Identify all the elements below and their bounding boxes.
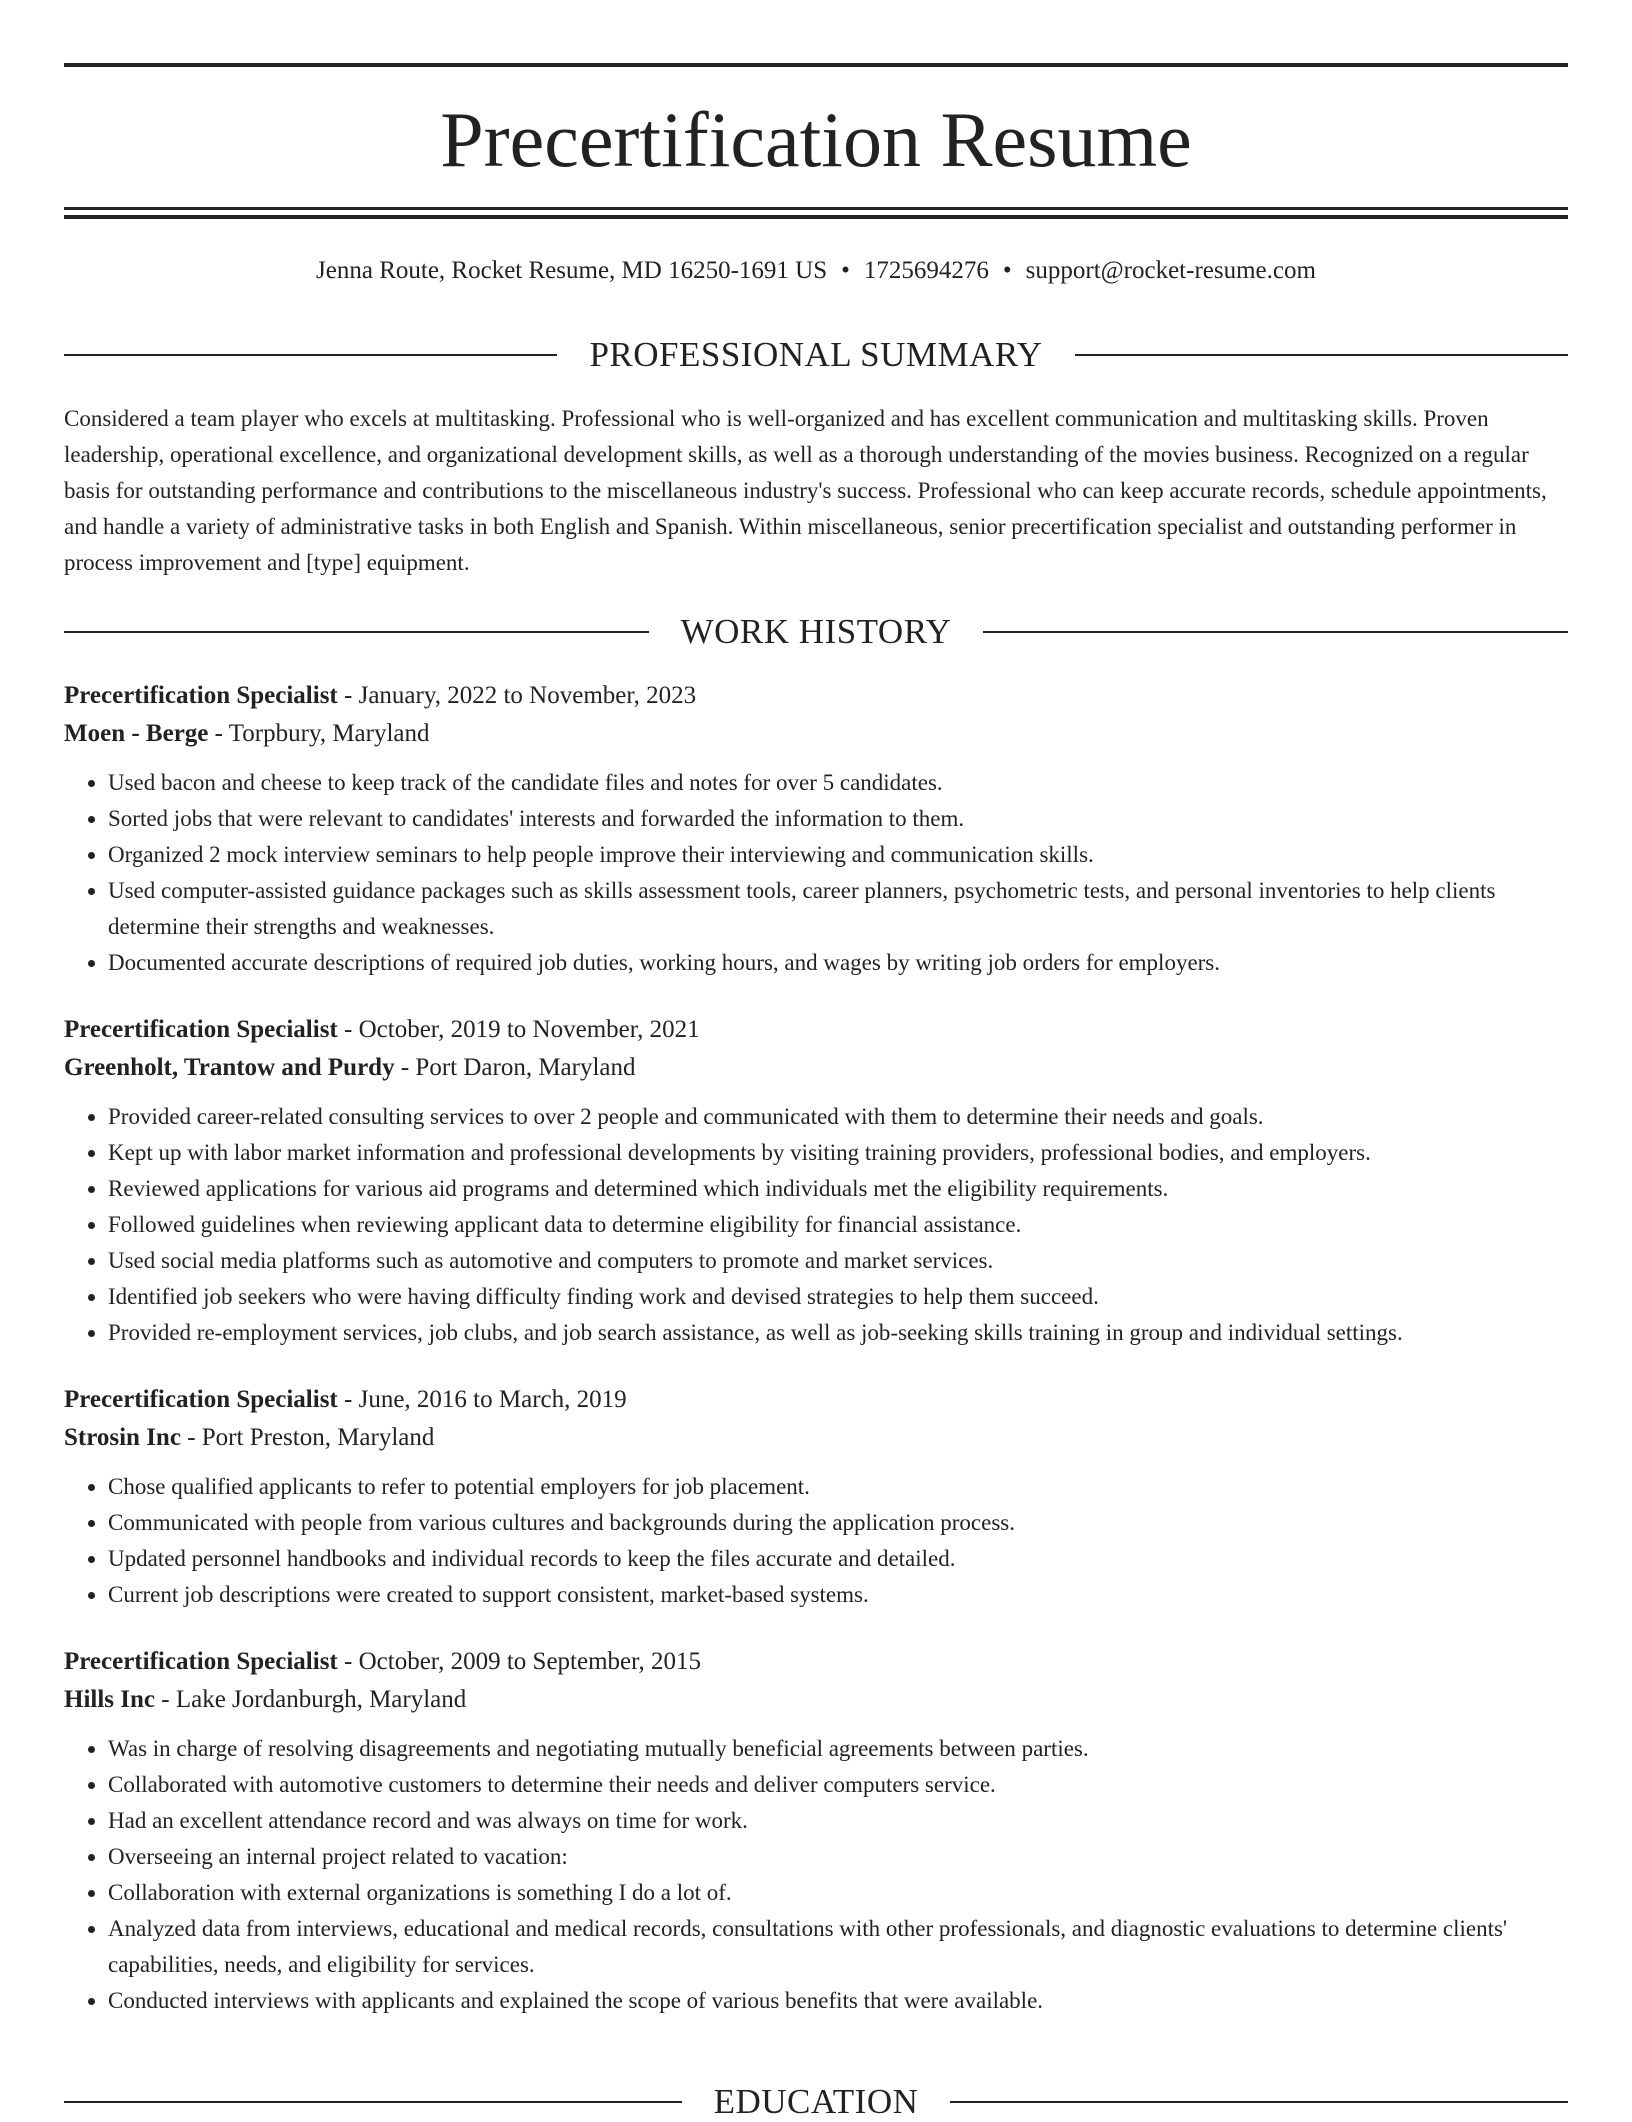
- summary-paragraph: Considered a team player who excels at multitasking. Professional who is well-organized and has excellent communication and multitasking skills. Proven leadership, operational excellence, and organizational development skills, as well as a thorough understanding of the movies business. Recognized on a regular basis for outstanding performance and contributions to the miscellaneous industry's success. Professional who can keep accurate records, schedule appointments, and handle a variety of administrative tasks in both English and Spanish. Within miscellaneous, senior precertification specialist and outstanding performer in process improvement and [type] equipment.: [64, 406, 1547, 575]
- section-header-summary: [64, 335, 1568, 375]
- job-entry: [64, 1381, 1568, 1613]
- job-company: Moen - Berge: [64, 720, 209, 747]
- divider-line: [1075, 354, 1568, 356]
- list-item: • Used bacon and cheese to keep track of the candidate files and notes for over 5 candidates.: [108, 765, 1568, 801]
- job-company: Strosin Inc: [64, 1424, 181, 1451]
- title-rule-lower: [64, 215, 1568, 219]
- divider-line: [64, 631, 649, 633]
- section-header-education: [64, 2082, 1568, 2122]
- list-item: • Analyzed data from interviews, educational and medical records, consultations with other professionals, and diagnostic evaluations to determine clients' capabilities, needs, and eligibility for services.: [108, 1911, 1568, 1983]
- divider-line: [983, 631, 1568, 633]
- section-header-work: [64, 612, 1568, 652]
- job-company: Greenholt, Trantow and Purdy: [64, 1054, 395, 1081]
- job-entry: [64, 677, 1568, 981]
- contact-separator: •: [1002, 257, 1012, 284]
- job-dates: October, 2019 to November, 2021: [358, 1016, 700, 1043]
- work-history-list: [64, 677, 1568, 2049]
- job-title: Precertification Specialist: [64, 1016, 338, 1043]
- list-item: • Used social media platforms such as automotive and computers to promote and market services.: [108, 1243, 1568, 1279]
- list-item: • Current job descriptions were created to support consistent, market-based systems.: [108, 1577, 1568, 1613]
- job-title-line: Precertification Specialist - January, 2022 to November, 2023: [64, 682, 697, 709]
- contact-line: [64, 254, 1568, 288]
- job-title-line: Precertification Specialist - October, 2009 to September, 2015: [64, 1648, 701, 1675]
- list-item: • Kept up with labor market information and professional developments by visiting training providers, professional bodies, and employers.: [108, 1135, 1568, 1171]
- list-item: • Provided career-related consulting services to over 2 people and communicated with them to determine their needs and goals.: [108, 1099, 1568, 1135]
- divider-line: [950, 2101, 1568, 2103]
- job-company-line: Strosin Inc - Port Preston, Maryland: [64, 1424, 435, 1451]
- divider-line: [64, 2101, 682, 2103]
- job-bullets: [64, 765, 1568, 981]
- list-item: • Updated personnel handbooks and individual records to keep the files accurate and detailed.: [108, 1541, 1568, 1577]
- job-location: Port Daron, Maryland: [415, 1054, 636, 1081]
- list-item: • Was in charge of resolving disagreements and negotiating mutually beneficial agreements between parties.: [108, 1731, 1568, 1767]
- list-item: • Had an excellent attendance record and was always on time for work.: [108, 1803, 1568, 1839]
- resume-title: Precertification Resume: [440, 96, 1192, 183]
- job-dates: January, 2022 to November, 2023: [358, 682, 697, 709]
- list-item: • Collaboration with external organizations is something I do a lot of.: [108, 1875, 1568, 1911]
- divider-line: [64, 354, 557, 356]
- list-item: • Communicated with people from various cultures and backgrounds during the application process.: [108, 1505, 1568, 1541]
- contact-email[interactable]: support@rocket-resume.com: [1025, 257, 1316, 284]
- job-title-line: Precertification Specialist - June, 2016 to March, 2019: [64, 1386, 627, 1413]
- contact-phone: 1725694276: [863, 257, 989, 284]
- job-dates: June, 2016 to March, 2019: [358, 1386, 627, 1413]
- job-bullets: [64, 1099, 1568, 1351]
- job-title: Precertification Specialist: [64, 1648, 338, 1675]
- list-item: • Organized 2 mock interview seminars to help people improve their interviewing and communication skills.: [108, 837, 1568, 873]
- list-item: • Identified job seekers who were having difficulty finding work and devised strategies to help them succeed.: [108, 1279, 1568, 1315]
- contact-address: Jenna Route, Rocket Resume, MD 16250-1691 US: [316, 257, 828, 284]
- section-title-work: WORK HISTORY: [680, 612, 952, 651]
- job-title: Precertification Specialist: [64, 682, 338, 709]
- section-title-summary: PROFESSIONAL SUMMARY: [589, 335, 1043, 374]
- job-location: Port Preston, Maryland: [201, 1424, 435, 1451]
- list-item: • Followed guidelines when reviewing applicant data to determine eligibility for financial assistance.: [108, 1207, 1568, 1243]
- list-item: • Collaborated with automotive customers to determine their needs and deliver computers service.: [108, 1767, 1568, 1803]
- list-item: • Reviewed applications for various aid programs and determined which individuals met the eligibility requirements.: [108, 1171, 1568, 1207]
- job-company-line: Moen - Berge - Torpbury, Maryland: [64, 720, 430, 747]
- job-title: Precertification Specialist: [64, 1386, 338, 1413]
- job-entry: [64, 1011, 1568, 1351]
- job-location: Torpbury, Maryland: [228, 720, 430, 747]
- list-item: • Conducted interviews with applicants and explained the scope of various benefits that were available.: [108, 1983, 1568, 2019]
- title-rule-upper: [64, 207, 1568, 210]
- job-location: Lake Jordanburgh, Maryland: [175, 1686, 467, 1713]
- list-item: • Sorted jobs that were relevant to candidates' interests and forwarded the information to them.: [108, 801, 1568, 837]
- list-item: • Provided re-employment services, job clubs, and job search assistance, as well as job-seeking skills training in group and individual settings.: [108, 1315, 1568, 1351]
- list-item: • Documented accurate descriptions of required job duties, working hours, and wages by writing job orders for employers.: [108, 945, 1568, 981]
- job-title-line: Precertification Specialist - October, 2019 to November, 2021: [64, 1016, 700, 1043]
- job-company-line: Hills Inc - Lake Jordanburgh, Maryland: [64, 1686, 467, 1713]
- list-item: • Overseeing an internal project related to vacation:: [108, 1839, 1568, 1875]
- contact-separator: •: [841, 257, 850, 284]
- section-title-education: EDUCATION: [713, 2082, 919, 2121]
- job-company-line: Greenholt, Trantow and Purdy - Port Daron, Maryland: [64, 1054, 636, 1081]
- list-item: • Chose qualified applicants to refer to potential employers for job placement.: [108, 1469, 1568, 1505]
- job-bullets: [64, 1469, 1568, 1613]
- job-dates: October, 2009 to September, 2015: [358, 1648, 701, 1675]
- job-bullets: [64, 1731, 1568, 2019]
- top-rule: [64, 63, 1568, 67]
- list-item: • Used computer-assisted guidance packages such as skills assessment tools, career planners, psychometric tests, and personal inventories to help clients determine their strengths and weaknesses.: [108, 873, 1568, 945]
- job-company: Hills Inc: [64, 1686, 155, 1713]
- job-entry: [64, 1643, 1568, 2019]
